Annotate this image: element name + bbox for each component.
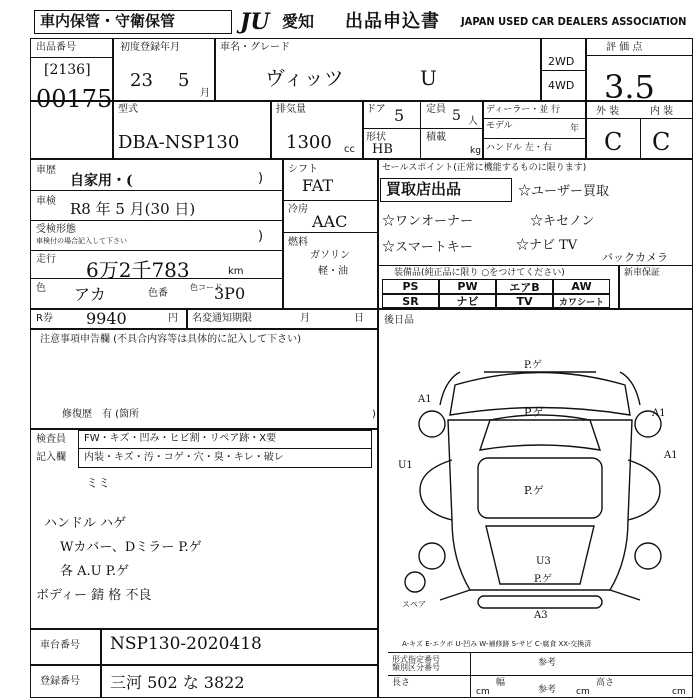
mark-4: A1 — [418, 394, 432, 405]
person-unit: 人 — [468, 116, 478, 127]
checks-row-2: 内装・キズ・汚・コゲ・穴・臭・キレ・破レ — [84, 452, 284, 463]
drive-2wd: 2WD — [548, 55, 575, 68]
ac-value: AAC — [312, 212, 348, 231]
lot-label: 出品番号 — [36, 42, 76, 53]
selling-note-1: ☆ユーザー買取 — [518, 184, 610, 199]
yen-unit: 円 — [168, 313, 178, 324]
kg-unit: kg — [470, 146, 481, 156]
inspection-label: 車検 — [36, 196, 56, 207]
selling-note-3: ☆キセノン — [530, 214, 595, 229]
dim-ref-1: 参考 — [538, 658, 557, 668]
interior-grade: C — [652, 128, 671, 156]
door-label: ドア — [366, 104, 386, 115]
fuel-options: ガソリン — [310, 250, 350, 261]
entry-label: 記入欄 — [36, 452, 66, 463]
car-grade: U — [420, 66, 437, 90]
rating-score: 3.5 — [604, 68, 655, 106]
equip-airbag: エアB — [496, 279, 553, 294]
use-value: 自家用・( — [70, 173, 133, 189]
mileage-value: 6万2千783 — [86, 258, 190, 282]
new-warranty-label: 新車保証 — [624, 268, 661, 278]
equip-tv: TV — [496, 294, 553, 308]
equip-leather-seat: カワシート — [553, 294, 610, 308]
chassis-label: 車台番号 — [40, 640, 80, 651]
color-code: 3P0 — [214, 284, 246, 303]
mileage-label: 走行 — [36, 254, 56, 265]
buyer-stamp: 買取店出品 — [386, 180, 462, 198]
exterior-label: 外 装 — [596, 106, 620, 117]
notes-title: 注意事項申告欄 (不具合内容等は具体的に記入して下さい) — [40, 334, 301, 345]
shift-label: シフト — [288, 164, 318, 175]
load-label: 積載 — [426, 132, 446, 143]
dealer-label: ディーラー・並 行 — [486, 105, 561, 115]
note-line-2: ハンドル ハゲ — [44, 516, 127, 531]
handle-label: ハンドル 左・右 — [486, 143, 552, 153]
width-label: 幅 — [496, 678, 506, 688]
interior-label: 内 装 — [650, 106, 674, 117]
selling-note-6: バックカメラ — [602, 251, 668, 264]
mark-1: P.ゲ — [524, 360, 542, 371]
cm-unit-3: cm — [672, 687, 686, 697]
cm-unit-1: cm — [476, 687, 490, 697]
color-label: 色 — [36, 283, 46, 294]
lot-number: 00175 — [36, 85, 113, 113]
fuel-label: 燃料 — [288, 237, 308, 248]
use-label: 車歴 — [36, 165, 56, 176]
mark-7: A1 — [664, 450, 678, 461]
receipt-close: ) — [258, 229, 264, 244]
recycle-amount: 9940 — [86, 309, 127, 328]
mark-2: P.ゲ — [524, 406, 544, 419]
displacement-label: 排気量 — [276, 104, 306, 115]
color-no-label: 色番 — [148, 288, 168, 299]
equip-sr: SR — [382, 294, 439, 308]
shape-label: 形状 — [366, 132, 386, 143]
length-label: 長さ — [392, 678, 411, 688]
color-value: アカ — [74, 285, 106, 304]
first-reg-year: 23 — [130, 70, 153, 91]
ju-logo: JU — [240, 9, 270, 35]
doors: 5 — [394, 106, 405, 125]
mark-3: P.ゲ — [524, 484, 544, 497]
receipt-label: 受検形態 — [36, 224, 76, 235]
selling-point-label: セールスポイント(正常に機能するものに限ります) — [382, 163, 587, 173]
deadline-label: 名変通知期限 — [192, 313, 252, 324]
fuel-light: 軽・油 — [318, 266, 348, 277]
designated-label: 形式指定番号 — [392, 655, 440, 664]
repair-history-label: 修復歴 有 (箇所 — [62, 409, 140, 420]
form-title: 出品申込書 — [345, 11, 440, 32]
mark-10: A3 — [534, 610, 548, 621]
first-reg-month: 5 — [178, 70, 190, 91]
cm-unit-2: cm — [576, 687, 590, 697]
mark-8: U3 — [536, 556, 551, 567]
capacity: 5 — [452, 108, 461, 124]
recycle-label: R券 — [36, 313, 53, 324]
body-shape: HB — [372, 142, 393, 157]
month-unit: 月 — [200, 88, 210, 99]
lot-subnumber: [2136] — [44, 62, 91, 78]
association-name: JAPAN USED CAR DEALERS ASSOCIATION — [461, 15, 687, 28]
model-code: DBA-NSP130 — [118, 132, 240, 153]
mark-6: U1 — [398, 460, 413, 471]
checks-row-1: FW・キズ・凹み・ヒビ割・リペア跡・X要 — [84, 433, 277, 444]
color-code-label: 色コード — [190, 283, 222, 292]
repair-close: ) — [372, 409, 376, 420]
inspector-label: 検査員 — [36, 434, 66, 445]
org-name: 愛知 — [282, 12, 315, 31]
year-unit: 年 — [570, 124, 580, 134]
drive-4wd: 4WD — [548, 79, 575, 92]
car-name: ヴィッツ — [265, 66, 344, 90]
displacement: 1300 — [286, 132, 332, 153]
equip-pw: PW — [439, 279, 496, 294]
dim-ref-2: 参考 — [538, 685, 557, 695]
note-line-3: Wカバー、Dミラー P.ゲ — [60, 540, 202, 555]
inspection-date: R8 年 5 月(30 日) — [70, 200, 196, 218]
equip-navi: ナビ — [439, 294, 496, 308]
cc-unit: cc — [344, 144, 355, 155]
mark-9: P.ゲ — [534, 574, 552, 585]
note-line-1: ミミ — [86, 476, 111, 490]
damage-legend: A-キズ E-エクボ U-凹み W-補修跡 S-サビ C-腐食 XX-交換済 — [402, 640, 592, 648]
equip-ps: PS — [382, 279, 439, 294]
spare-label: スペア — [402, 600, 426, 609]
km-unit: km — [228, 266, 244, 277]
chassis-number: NSP130-2020418 — [110, 634, 262, 654]
selling-note-4: ☆スマートキー — [382, 240, 473, 255]
model-year-label: モデル — [486, 121, 513, 131]
model-label: 型式 — [118, 104, 138, 115]
category-label: 類別区分番号 — [392, 663, 440, 672]
equip-aw: AW — [553, 279, 610, 294]
deadline-month: 月 — [300, 313, 310, 324]
note-line-5: ボディー 錆 格 不良 — [36, 588, 152, 603]
capacity-label: 定員 — [426, 104, 446, 115]
plate-label: 登録番号 — [40, 676, 80, 687]
car-name-label: 車名・グレード — [220, 42, 290, 53]
ac-label: 冷房 — [288, 204, 308, 215]
storage-badge: 車内保管・守衛保管 — [40, 12, 176, 30]
selling-note-2: ☆ワンオーナー — [382, 214, 474, 229]
exterior-grade: C — [604, 128, 623, 156]
equipment-label: 装備品(純正品に限り ○をつけてください) — [394, 268, 565, 278]
use-close: ) — [258, 171, 264, 186]
selling-note-5: ☆ナビ TV — [516, 238, 578, 253]
deadline-day: 日 — [354, 313, 364, 324]
note-line-4: 各 A.U P.ゲ — [60, 564, 129, 579]
plate-number: 三河 502 な 3822 — [110, 673, 245, 692]
after-fit-label: 後日品 — [384, 315, 414, 326]
receipt-note: 車検付の場合記入して下さい — [36, 237, 127, 245]
shift-value: FAT — [302, 176, 334, 195]
height-label: 高さ — [596, 678, 615, 688]
first-reg-label: 初度登録年月 — [120, 42, 180, 53]
rating-label: 評 価 点 — [606, 42, 643, 53]
mark-5: A1 — [652, 408, 666, 419]
